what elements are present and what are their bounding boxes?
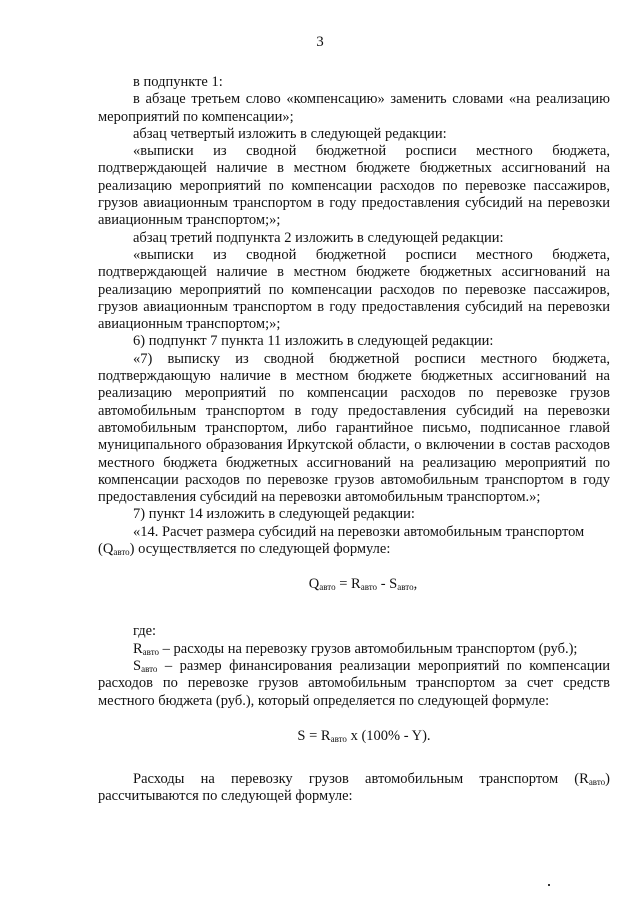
scan-dot xyxy=(548,884,550,886)
paragraph: «выписки из сводной бюджетной росписи местного бюджета, подтверждающей наличие в местном бюджете бюджетных ассигнований на реализацию мероприятий по компенсации расходов по перевозке пассажиров, грузов авиационным транспортом в году предоставления субсидий на перевозки авиационным транспортом;»; xyxy=(98,143,610,229)
paragraph-final: Расходы на перевозку грузов автомобильным транспортом $(R_{авто})$ рассчитываются по следующей формуле: xyxy=(98,770,610,805)
paragraph-where: где: xyxy=(133,623,157,640)
paragraph: в абзаце третьем слово «компенсацию» заменить словами «на реализацию мероприятий по компенсации»; xyxy=(98,91,610,125)
paragraph: 6) подпункт 7 пункта 11 изложить в следующей редакции: xyxy=(133,333,494,350)
definition-r: $R_{авто}$ – расходы на перевозку грузов автомобильным транспортом (руб.); xyxy=(133,640,578,657)
paragraph: «7) выписку из сводной бюджетной росписи местного бюджета, подтверждающую наличие в местном бюджете бюджетных ассигнований на реализацию мероприятий по компенсации расходов по перевозке грузов автомобильным транспортом в году предоставления субсидий на перевозки автомобильным транспортом, либо гарантийное письмо, подписанное главой муниципального образования Иркутской области, о включении в состав расходов местного бюджета бюджетных ассигнований на реализацию мероприятий по компенсации расходов по перевозке грузов автомобильным транспортом в году предоставления субсидий на перевозки автомобильным транспортом.»; xyxy=(98,350,610,506)
definition-s: $S_{авто}$ – размер финансирования реализации мероприятий по компенсации расходов по перевозке грузов автомобильным транспортом за счет средств местного бюджета (руб.), который определяется по следующей формуле: xyxy=(98,657,610,709)
paragraph: в подпункте 1: xyxy=(133,74,223,90)
page-number: 3 xyxy=(316,34,324,50)
paragraph-q-auto: $(Q_{авто})$ осуществляется по следующей формуле: xyxy=(98,541,391,558)
paragraph: абзац третий подпункта 2 изложить в следующей редакции: xyxy=(133,229,504,246)
paragraph: абзац четвертый изложить в следующей редакции: xyxy=(133,125,447,142)
formula-q-auto: $Q_{авто} = R_{авто} - S_{авто}$, xyxy=(308,576,418,593)
formula-s: $S = R_{авто}$ x (100% - Y). xyxy=(297,727,431,744)
document-body xyxy=(98,74,610,805)
paragraph: «14. Расчет размера субсидий на перевозки автомобильным транспортом xyxy=(133,523,585,540)
paragraph: 7) пункт 14 изложить в следующей редакции: xyxy=(133,506,415,523)
paragraph: «выписки из сводной бюджетной росписи местного бюджета, подтверждающей наличие в местном бюджете бюджетных ассигнований на реализацию мероприятий по компенсации расходов по перевозке пассажиров, грузов авиационным транспортом в году предоставления субсидий на перевозки авиационным транспортом;»; xyxy=(98,246,610,333)
